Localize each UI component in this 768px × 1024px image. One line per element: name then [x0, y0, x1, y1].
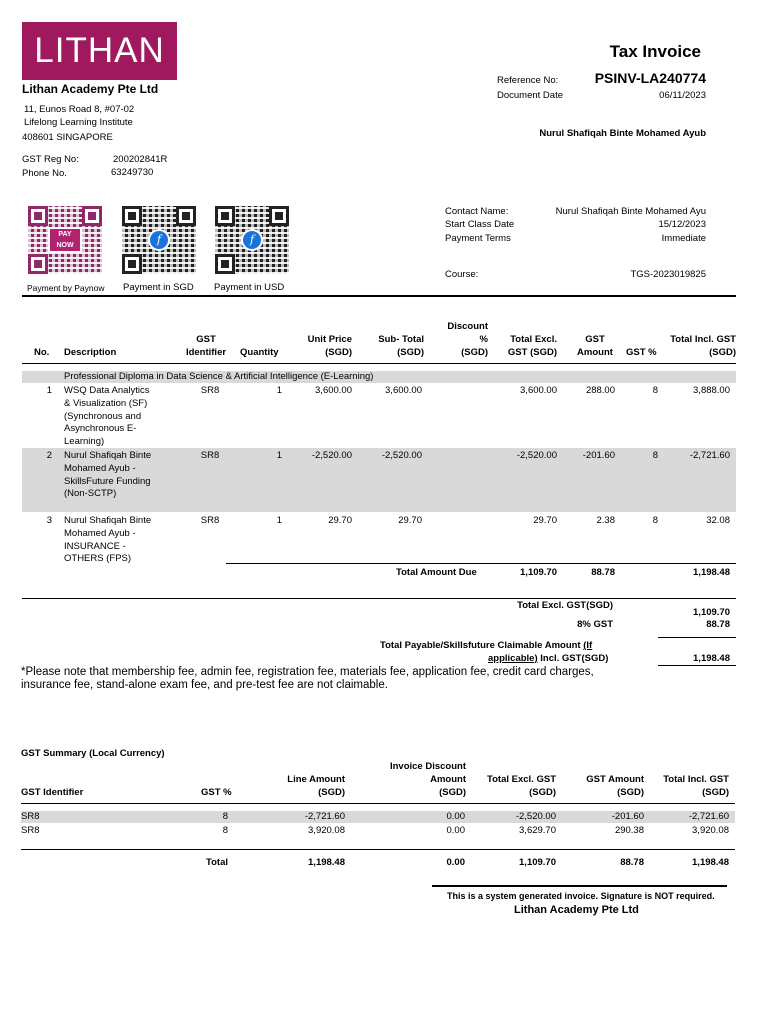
- summary-gst-label: 8% GST: [577, 619, 613, 630]
- col-header-gst-identifier: GST Identifier: [185, 334, 227, 358]
- footer-company-name: Lithan Academy Pte Ltd: [514, 904, 639, 916]
- col-header-unit-price: Unit Price (SGD): [307, 334, 352, 358]
- summary-excl-value: 1,109.70: [693, 607, 730, 618]
- total-amount-divider: [226, 563, 736, 564]
- row-gst-amount: 288.00: [585, 385, 615, 396]
- phone-label: Phone No.: [22, 168, 67, 179]
- row-gst-percent: 8: [652, 515, 658, 526]
- phone-value: 63249730: [111, 167, 154, 178]
- course-value: TGS-2023019825: [630, 269, 706, 280]
- company-address-line3: 408601 SINGAPORE: [22, 132, 113, 143]
- col-header-gst-percent: GST %: [626, 347, 657, 358]
- payable-value: 1,198.48: [693, 653, 730, 664]
- row-gst-amount: -201.60: [582, 450, 615, 461]
- row-quantity: 1: [276, 515, 282, 526]
- gst-total-incl: 1,198.48: [692, 857, 729, 868]
- summary-gst-underline: [658, 637, 736, 638]
- invoice-title: Tax Invoice: [609, 42, 701, 61]
- header-divider: [22, 295, 736, 297]
- start-class-date-label: Start Class Date: [445, 219, 515, 230]
- row-unit-price: 3,600.00: [315, 385, 352, 396]
- start-class-date-value: 15/12/2023: [658, 219, 706, 230]
- row-no: 1: [46, 385, 52, 396]
- gst-row-percent: 8: [222, 811, 228, 822]
- gst-reg-label: GST Reg No:: [22, 154, 79, 165]
- row-description: Nurul Shafiqah Binte Mohamed Ayub -SkillsFuture Funding (Non-SCTP): [64, 450, 152, 500]
- payable-label-text: Total Payable/Skillsfuture Claimable Amount: [380, 640, 581, 651]
- gst-col-header-identifier: GST Identifier: [21, 787, 84, 798]
- row-sub-total: -2,520.00: [381, 450, 422, 461]
- row-total-excl-gst: -2,520.00: [516, 450, 557, 461]
- row-total-incl-gst: -2,721.60: [689, 450, 730, 461]
- gst-col-header-percent: GST %: [201, 787, 232, 798]
- col-header-total-incl-gst: Total Incl. GST (SGD): [670, 334, 736, 358]
- row-description: WSQ Data Analytics & Visualization (SF) (Synchronous and Asynchronous E-Learning): [64, 385, 150, 448]
- gst-row-gst-amount: -201.60: [611, 811, 644, 822]
- table-header-divider: [22, 363, 736, 364]
- payment-terms-value: Immediate: [661, 233, 706, 244]
- company-address-line2: Lifelong Learning Institute: [24, 117, 133, 128]
- qr-code-usd-icon: [215, 206, 289, 274]
- row-no: 3: [46, 515, 52, 526]
- reference-label: Reference No:: [497, 75, 559, 86]
- col-header-sub-total: Sub- Total (SGD): [378, 334, 424, 358]
- system-generated-note: This is a system generated invoice. Signature is NOT required.: [447, 891, 715, 901]
- row-gst-percent: 8: [652, 450, 658, 461]
- row-sub-total: 3,600.00: [385, 385, 422, 396]
- company-address-line1: 11, Eunos Road 8, #07-02: [24, 104, 135, 115]
- contact-name-label: Contact Name:: [445, 206, 509, 217]
- contact-name-value: Nurul Shafiqah Binte Mohamed Ayu: [555, 206, 706, 217]
- row-gst-percent: 8: [652, 385, 658, 396]
- row-quantity: 1: [276, 450, 282, 461]
- col-header-no: No.: [34, 347, 50, 358]
- reference-value: PSINV-LA240774: [594, 70, 706, 86]
- qr-code-sgd-icon: [122, 206, 196, 274]
- gst-col-header-gst-amount: GST Amount (SGD): [586, 774, 644, 798]
- row-gst-amount: 2.38: [596, 515, 615, 526]
- footer-divider: [432, 885, 727, 887]
- row-quantity: 1: [276, 385, 282, 396]
- gst-col-header-invoice-discount: Invoice Discount Amount (SGD): [389, 761, 466, 798]
- row-no: 2: [46, 450, 52, 461]
- gst-row-line-amount: 3,920.08: [308, 825, 345, 836]
- payable-label-applicable: applicable): [488, 653, 538, 664]
- gst-row-line-amount: -2,721.60: [304, 811, 345, 822]
- payable-label-line2: [488, 653, 608, 664]
- total-amount-incl: 1,198.48: [693, 567, 730, 578]
- gst-col-header-line-amount: Line Amount (SGD): [287, 774, 345, 798]
- company-name: Lithan Academy Pte Ltd: [22, 82, 159, 96]
- row-total-incl-gst: 32.08: [706, 515, 730, 526]
- company-logo: LITHAN: [22, 22, 177, 80]
- document-date-value: 06/11/2023: [659, 90, 706, 101]
- total-amount-excl: 1,109.70: [520, 567, 557, 578]
- summary-excl-label: Total Excl. GST(SGD): [517, 600, 613, 611]
- gst-total-line-amount: 1,198.48: [308, 857, 345, 868]
- total-amount-gst: 88.78: [591, 567, 615, 578]
- document-date-label: Document Date: [497, 90, 564, 101]
- total-amount-due-label: Total Amount Due: [396, 567, 477, 578]
- summary-gst-value: 88.78: [706, 619, 730, 630]
- row-gst-identifier: SR8: [200, 515, 220, 526]
- gst-row-identifier: SR8: [21, 811, 40, 822]
- summary-divider: [22, 598, 736, 599]
- row-unit-price: 29.70: [328, 515, 352, 526]
- payable-label-line1: [380, 640, 592, 651]
- row-gst-identifier: SR8: [200, 385, 220, 396]
- qr-label-sgd: Payment in SGD: [123, 282, 194, 293]
- gst-total-gst-amount: 88.78: [620, 857, 644, 868]
- course-label: Course:: [445, 269, 479, 280]
- gst-row-discount: 0.00: [446, 811, 465, 822]
- gst-row-discount: 0.00: [446, 825, 465, 836]
- row-gst-identifier: SR8: [200, 450, 220, 461]
- row-total-incl-gst: 3,888.00: [693, 385, 730, 396]
- customer-name: Nurul Shafiqah Binte Mohamed Ayub: [539, 128, 706, 139]
- gst-row-total-excl: 3,629.70: [519, 825, 556, 836]
- qr-label-paynow: Payment by Paynow: [27, 283, 105, 293]
- col-header-discount: Discount % (SGD): [447, 321, 488, 358]
- qr-label-usd: Payment in USD: [214, 282, 285, 293]
- gst-row-total-incl: 3,920.08: [692, 825, 729, 836]
- row-total-excl-gst: 3,600.00: [520, 385, 557, 396]
- payment-terms-label: Payment Terms: [445, 233, 511, 244]
- gst-summary-title: GST Summary (Local Currency): [21, 748, 165, 759]
- gst-row-total-excl: -2,520.00: [515, 811, 556, 822]
- fomo-pay-logo-icon: f: [241, 229, 263, 251]
- gst-row-total-incl: -2,721.60: [688, 811, 729, 822]
- gst-row-identifier: SR8: [21, 825, 40, 836]
- gst-total-excl: 1,109.70: [519, 857, 556, 868]
- gst-col-header-total-excl: Total Excl. GST (SGD): [487, 774, 556, 798]
- payable-label-if: (If: [583, 640, 593, 651]
- paynow-logo: PAY NOW: [48, 227, 82, 253]
- col-header-gst-amount: GST Amount: [577, 334, 613, 358]
- course-group-title: Professional Diploma in Data Science & Artificial Intelligence (E-Learning): [64, 371, 374, 382]
- row-sub-total: 29.70: [398, 515, 422, 526]
- gst-total-label: Total: [206, 857, 228, 868]
- gst-row-gst-amount: 290.38: [614, 825, 644, 836]
- row-unit-price: -2,520.00: [311, 450, 352, 461]
- col-header-description: Description: [64, 347, 117, 358]
- payable-underline: [658, 665, 736, 666]
- gst-row-percent: 8: [222, 825, 228, 836]
- gst-reg-value: 200202841R: [113, 154, 168, 165]
- gst-col-header-total-incl: Total Incl. GST (SGD): [663, 774, 729, 798]
- gst-total-discount: 0.00: [446, 857, 465, 868]
- row-total-excl-gst: 29.70: [533, 515, 557, 526]
- row-description: Nurul Shafiqah Binte Mohamed Ayub -INSURANCE - OTHERS (FPS): [64, 515, 152, 565]
- gst-header-divider: [21, 803, 735, 804]
- col-header-quantity: Quantity: [240, 347, 279, 358]
- col-header-total-excl-gst: Total Excl. GST (SGD): [507, 334, 557, 358]
- fomo-pay-logo-icon: f: [148, 229, 170, 251]
- payable-label-incl: Incl. GST(SGD): [540, 653, 609, 664]
- claimable-note: *Please note that membership fee, admin fee, registration fee, materials fee, application fee, credit card charges, insurance fee, stand-alone exam fee, and pre-test fee are not claimable.: [21, 666, 594, 691]
- paynow-qr-icon: [28, 206, 102, 274]
- gst-total-divider: [21, 849, 735, 850]
